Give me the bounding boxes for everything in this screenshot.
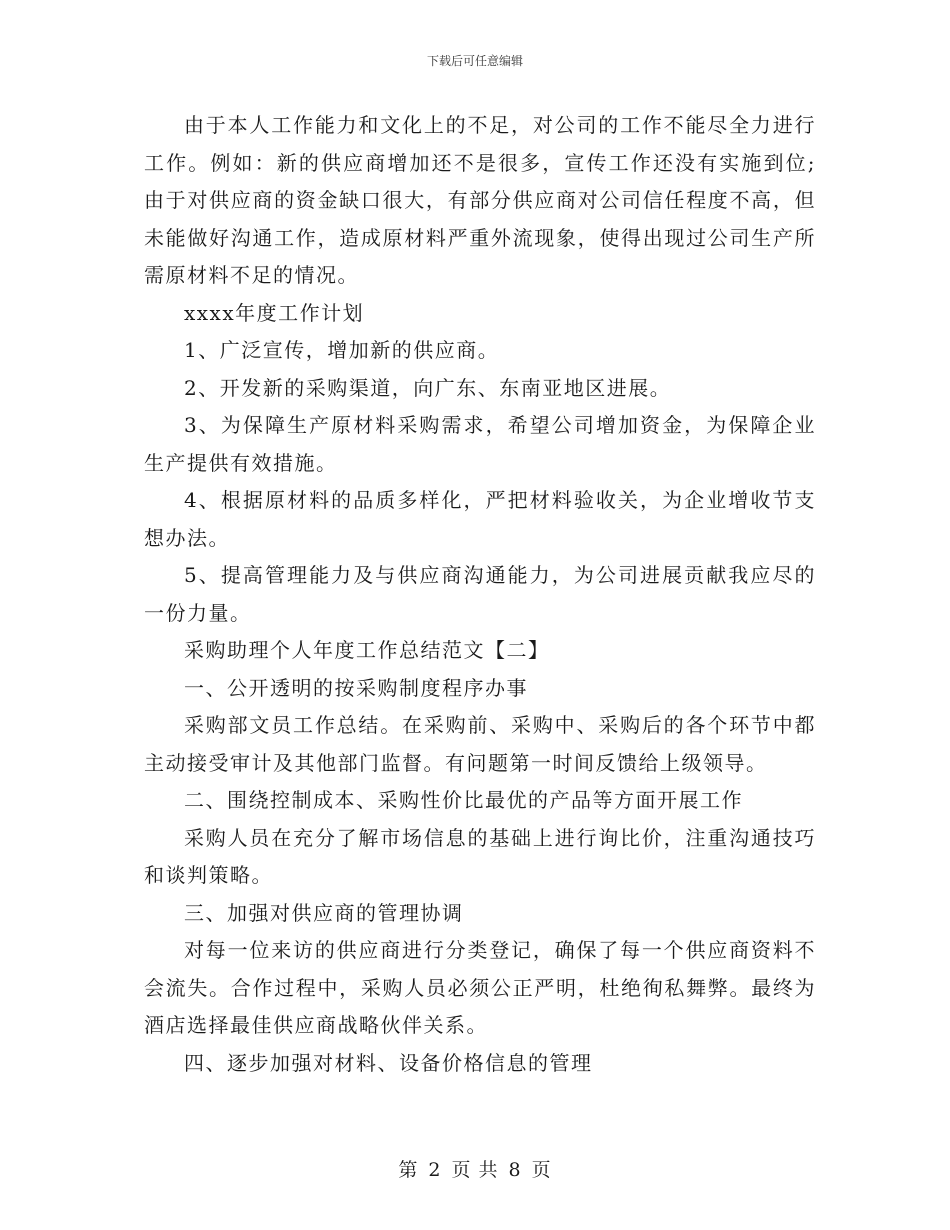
footer-suffix: 页 bbox=[531, 1159, 552, 1181]
footer-total-pages: 8 bbox=[508, 1159, 522, 1181]
paragraph: 对每一位来访的供应商进行分类登记，确保了每一个供应商资料不会流失。合作过程中，采购人员必须公正严明，杜绝徇私舞弊。最终为酒店选择最佳供应商战略伙伴关系。 bbox=[144, 938, 816, 1037]
subsection-heading: 三、加强对供应商的管理协调 bbox=[184, 900, 464, 925]
list-item: 2、开发新的采购渠道，向广东、东南亚地区进展。 bbox=[184, 375, 672, 400]
subsection-heading: 一、公开透明的按采购制度程序办事 bbox=[184, 675, 528, 700]
paragraph: 采购部文员工作总结。在采购前、采购中、采购后的各个环节中都主动接受审计及其他部门监督。有问题第一时间反馈给上级领导。 bbox=[144, 713, 816, 775]
footer-prefix: 第 bbox=[398, 1159, 419, 1181]
paragraph: 采购人员在充分了解市场信息的基础上进行询比价，注重沟通技巧和谈判策略。 bbox=[144, 825, 816, 887]
document-body bbox=[144, 107, 816, 1082]
list-item: 1、广泛宣传，增加新的供应商。 bbox=[184, 338, 500, 362]
section-heading: 采购助理个人年度工作总结范文【二】 bbox=[184, 638, 550, 662]
list-item: 3、为保障生产原材料采购需求，希望公司增加资金，为保障企业生产提供有效措施。 bbox=[144, 413, 816, 475]
footer-middle: 页 共 bbox=[451, 1159, 499, 1181]
paragraph: 由于本人工作能力和文化上的不足，对公司的工作不能尽全力进行工作。例如：新的供应商增加还不是很多，宣传工作还没有实施到位;由于对供应商的资金缺口很大，有部分供应商对公司信任程度不高，但未能做好沟通工作，造成原材料严重外流现象，使得出现过公司生产所需原材料不足的情况。 bbox=[144, 113, 816, 287]
list-item: 5、提高管理能力及与供应商沟通能力，为公司进展贡献我应尽的一份力量。 bbox=[144, 563, 816, 625]
footer-current-page: 2 bbox=[428, 1159, 442, 1181]
list-item: 4、根据原材料的品质多样化，严把材料验收关，为企业增收节支想办法。 bbox=[144, 488, 816, 550]
page-footer bbox=[0, 1155, 950, 1182]
subsection-heading: 二、围绕控制成本、采购性价比最优的产品等方面开展工作 bbox=[184, 788, 743, 812]
subsection-heading: 四、逐步加强对材料、设备价格信息的管理 bbox=[184, 1050, 593, 1075]
section-heading: xxxx年度工作计划 bbox=[184, 300, 365, 325]
page-header: 下载后可任意编辑 bbox=[426, 54, 523, 68]
